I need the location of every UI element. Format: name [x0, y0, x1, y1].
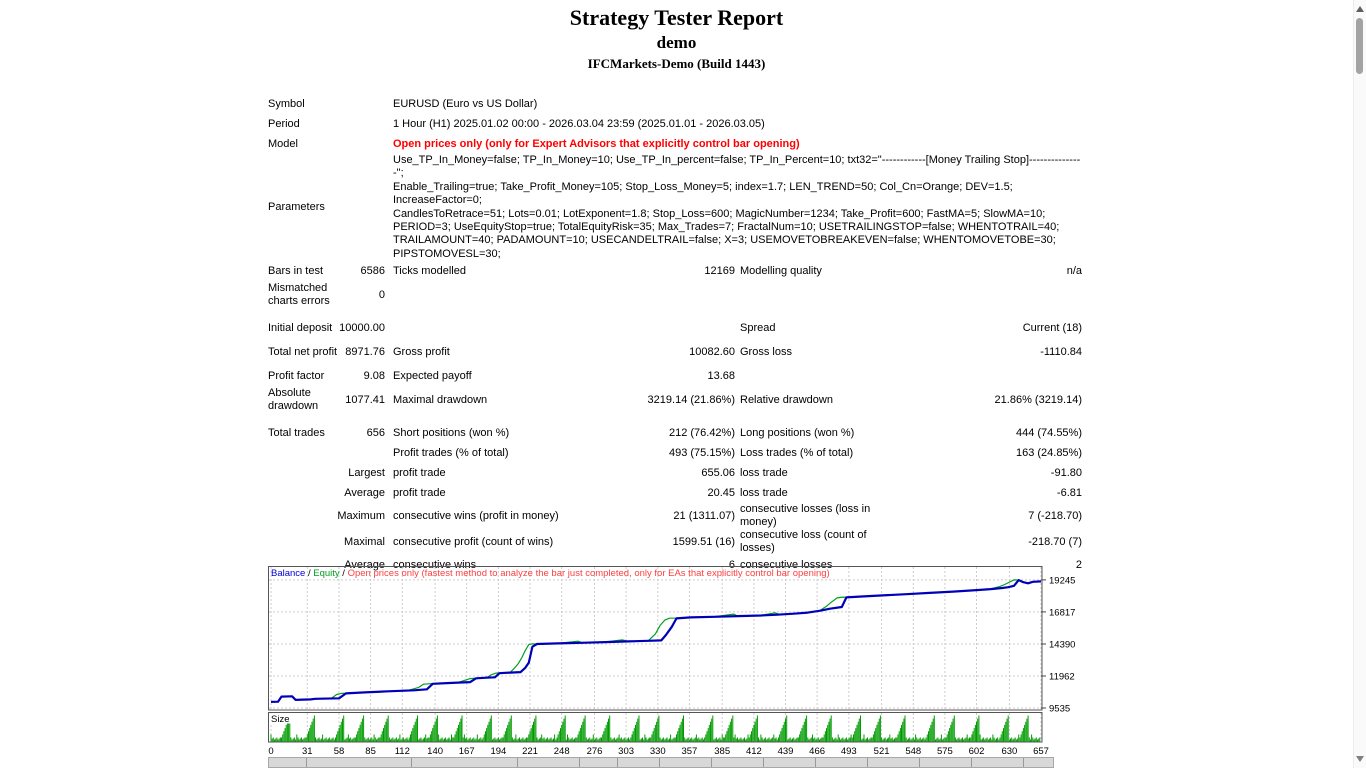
stats-row [268, 423, 1082, 443]
balance-line [271, 580, 1041, 702]
model-value: Open prices only (only for Expert Advisors that explicitly control bar opening) [393, 138, 800, 150]
y-axis-tick-label: 11962 [1049, 671, 1075, 683]
table-column-divider [711, 758, 712, 767]
table-column-divider [579, 758, 580, 767]
stat-label: Modelling quality [740, 264, 822, 277]
row-head [268, 346, 385, 359]
stat-value: 0 [378, 289, 385, 302]
stat-label: Profit factor [268, 369, 325, 382]
table-column-divider [867, 758, 868, 767]
x-axis-tick-label: 357 [681, 746, 698, 757]
parameter-line: CandlesToRetrace=51; Lots=0.01; LotExponent=1.8; Stop_Loss=600; MagicNumber=1234; Take_Profit=600; FastMA=5; SlowMA=10; [393, 207, 1046, 220]
stat-value: -91.80 [1050, 467, 1082, 480]
scroll-down-arrow-icon[interactable] [1356, 756, 1364, 762]
stats-row [268, 318, 1082, 338]
vertical-scrollbar[interactable] [1353, 0, 1366, 768]
table-column-divider [919, 758, 920, 767]
x-axis-tick-label: 575 [936, 746, 953, 757]
symbol-label: Symbol [268, 97, 305, 110]
stat-label: Maximal drawdown [393, 393, 488, 406]
stats-row [268, 529, 1082, 555]
x-axis-tick-label: 385 [714, 746, 731, 757]
stat-label: consecutive losses [740, 558, 833, 571]
stat-value: 10082.60 [689, 346, 735, 359]
stat-value: 2 [1075, 559, 1082, 572]
stat-value: 12169 [704, 265, 735, 278]
row-head [268, 370, 385, 383]
report-header [0, 5, 1353, 71]
stats-row [268, 463, 1082, 483]
trades-table-header-cut [268, 757, 1054, 768]
stat-value: 21 (1311.07) [673, 510, 735, 523]
stat-value: 20.45 [707, 487, 735, 500]
y-axis-tick-label: 16817 [1049, 607, 1076, 619]
x-axis-tick-label: 521 [873, 746, 890, 757]
stat-label: Mismatched charts errors [268, 282, 330, 308]
stats-row [268, 443, 1082, 463]
chart-canvas [268, 566, 1082, 768]
stat-label: Loss trades (% of total) [740, 446, 854, 459]
table-column-divider [1023, 758, 1024, 767]
row-head [268, 282, 385, 308]
stat-value: 6 [728, 559, 735, 572]
stat-value: 493 (75.15%) [668, 447, 735, 460]
stats-row [268, 386, 1082, 414]
expert-name: demo [656, 33, 697, 52]
x-axis-tick-label: 248 [553, 746, 570, 757]
stat-label: Gross profit [393, 345, 450, 358]
stat-value: 655.06 [701, 467, 735, 480]
table-column-divider [659, 758, 660, 767]
row-qualifier: Average [344, 559, 385, 572]
stat-value: 6586 [360, 265, 385, 278]
x-axis-tick-label: 466 [809, 746, 826, 757]
parameters-label: Parameters [268, 201, 325, 214]
x-axis-tick-label: 85 [365, 746, 376, 757]
row-qualifier: Maximal [344, 536, 385, 549]
model-row [268, 134, 1082, 154]
table-column-divider [763, 758, 764, 767]
table-column-divider [617, 758, 618, 767]
y-axis-tick-label: 14390 [1049, 639, 1076, 651]
stat-label: Initial deposit [268, 321, 333, 334]
stat-value: 656 [366, 427, 385, 440]
parameters-row [268, 154, 1082, 261]
period-row [268, 114, 1082, 134]
stat-value: 1599.51 (16) [672, 536, 735, 549]
stat-value: 9.08 [363, 370, 385, 383]
stat-value: 13.68 [707, 370, 735, 383]
stat-label: Spread [740, 321, 776, 334]
stat-label: profit trade [393, 486, 446, 499]
x-axis-tick-label: 630 [1001, 746, 1018, 757]
scroll-up-arrow-icon[interactable] [1356, 6, 1364, 12]
balance-equity-chart [268, 566, 1082, 768]
report-table [268, 94, 1082, 575]
row-qualifier: Largest [348, 467, 385, 480]
stat-value: 3219.14 (21.86%) [647, 394, 735, 407]
x-axis-tick-label: 657 [1033, 746, 1049, 757]
stat-label: Absolute drawdown [268, 387, 319, 413]
parameters-value [385, 154, 1082, 261]
stats-row [268, 261, 1082, 281]
stat-value: 7 (-218.70) [1028, 510, 1082, 523]
model-label: Model [268, 137, 298, 150]
x-axis-tick-label: 303 [618, 746, 635, 757]
parameter-line: Use_TP_In_Money=false; TP_In_Money=10; Use_TP_In_percent=false; TP_In_Percent=10; txt32="------------[Money Trailing Stop]---------------"; [393, 154, 1081, 180]
parameter-line: TRAILAMOUNT=40; PADAMOUNT=10; USECANDELTRAIL=false; X=3; USEMOVETOBREAKEVEN=false; WHENTOMOVETOBE=30; [393, 234, 1056, 247]
x-axis-tick-label: 112 [394, 746, 410, 757]
stat-value: 212 (76.42%) [668, 427, 735, 440]
x-axis-tick-label: 548 [905, 746, 922, 757]
row-head [268, 487, 385, 499]
symbol-value: EURUSD (Euro vs US Dollar) [393, 98, 538, 110]
stats-row [268, 338, 1082, 366]
stat-label: Expected payoff [393, 369, 472, 382]
x-axis-tick-label: 493 [840, 746, 857, 757]
y-axis-tick-label: 19245 [1049, 575, 1076, 587]
stat-label: consecutive loss (count of losses) [740, 529, 867, 555]
row-head [268, 510, 385, 522]
server-build: IFCMarkets-Demo (Build 1443) [587, 56, 766, 71]
x-axis-tick-label: 167 [458, 746, 475, 757]
x-axis-tick-label: 221 [522, 746, 538, 757]
parameter-line: PIPSTOMOVESL=30; [393, 247, 501, 260]
row-head [268, 536, 385, 548]
row-head [268, 427, 385, 440]
stat-value: n/a [1066, 265, 1082, 278]
row-spacer [268, 414, 1082, 423]
stat-label: Gross loss [740, 345, 792, 358]
stat-label: Relative drawdown [740, 393, 833, 406]
stat-label: Long positions (won %) [740, 426, 855, 439]
stat-value: 163 (24.85%) [1015, 447, 1082, 460]
stat-value: -1110.84 [1040, 346, 1082, 359]
row-qualifier: Maximum [337, 510, 385, 523]
x-axis-tick-label: 140 [427, 746, 444, 757]
x-axis-tick-label: 0 [268, 746, 274, 757]
stat-label: Ticks modelled [393, 264, 466, 277]
x-axis-tick-label: 602 [968, 746, 985, 757]
parameter-line: Enable_Trailing=true; Take_Profit_Money=105; Stop_Loss_Money=5; index=1.7; LEN_TREND=50; Col_Cn=Orange; DEV=1.5; IncreaseFactor=0; [393, 180, 1013, 207]
row-qualifier: Average [344, 487, 385, 500]
size-panel-label: Size [271, 714, 290, 725]
x-axis-tick-label: 58 [333, 746, 345, 757]
scrollbar-thumb[interactable] [1356, 18, 1363, 74]
stat-label: consecutive wins [393, 558, 477, 571]
stat-value: 1077.41 [345, 394, 385, 407]
stats-row [268, 503, 1082, 529]
x-axis-tick-label: 276 [586, 746, 603, 757]
stat-label: profit trade [393, 466, 446, 479]
stat-value: Current (18) [1022, 322, 1082, 335]
stat-label: consecutive profit (count of wins) [393, 535, 554, 548]
stat-label: Profit trades (% of total) [393, 446, 509, 459]
period-value: 1 Hour (H1) 2025.01.02 00:00 - 2026.03.04 23:59 (2025.01.01 - 2026.03.05) [393, 118, 765, 130]
stats-rows [268, 261, 1082, 575]
x-axis-tick-label: 330 [649, 746, 666, 757]
y-axis-tick-label: 9535 [1049, 703, 1071, 715]
table-column-divider [306, 758, 307, 767]
x-axis-tick-label: 412 [745, 746, 762, 757]
chart-legend: Balance / Equity / Open prices only (fastest method to analyze the bar just completed, only for EAs that explicitly control bar opening) [271, 568, 830, 579]
table-column-divider [815, 758, 816, 767]
stat-label: loss trade [740, 486, 788, 499]
stat-value: 10000.00 [339, 322, 385, 335]
table-column-divider [517, 758, 518, 767]
stat-label: Total trades [268, 426, 325, 439]
row-head [268, 322, 385, 335]
stats-row [268, 281, 1082, 309]
x-axis-tick-label: 439 [777, 746, 794, 757]
row-spacer [268, 309, 1082, 318]
page-title: Strategy Tester Report [569, 5, 784, 30]
x-axis-tick-label: 31 [302, 746, 313, 757]
stat-value: 444 (74.55%) [1015, 427, 1082, 440]
table-column-divider [411, 758, 412, 767]
parameter-line: PERIOD=3; UseEquityStop=true; TotalEquityRisk=35; Max_Trades=7; FractalNum=10; USETRAILINGSTOP=false; WHENTOTRAIL=40; [393, 221, 1060, 234]
row-head [268, 387, 385, 413]
stats-row [268, 483, 1082, 503]
row-head [268, 467, 385, 479]
table-column-divider [971, 758, 972, 767]
stat-label: consecutive losses (loss in money) [740, 503, 871, 529]
stats-row [268, 366, 1082, 386]
stat-value: -218.70 (7) [1028, 536, 1082, 549]
stat-label: consecutive wins (profit in money) [393, 509, 559, 522]
stat-value: 21.86% (3219.14) [994, 394, 1082, 407]
stat-label: Total net profit [268, 345, 338, 358]
period-label: Period [268, 117, 300, 130]
stat-value: 8971.76 [345, 346, 385, 359]
stat-label: Short positions (won %) [393, 426, 510, 439]
stat-label: loss trade [740, 466, 788, 479]
x-axis-tick-label: 194 [490, 746, 507, 757]
symbol-row [268, 94, 1082, 114]
stat-value: -6.81 [1056, 487, 1082, 500]
stat-label: Bars in test [268, 264, 324, 277]
row-head [268, 265, 385, 278]
